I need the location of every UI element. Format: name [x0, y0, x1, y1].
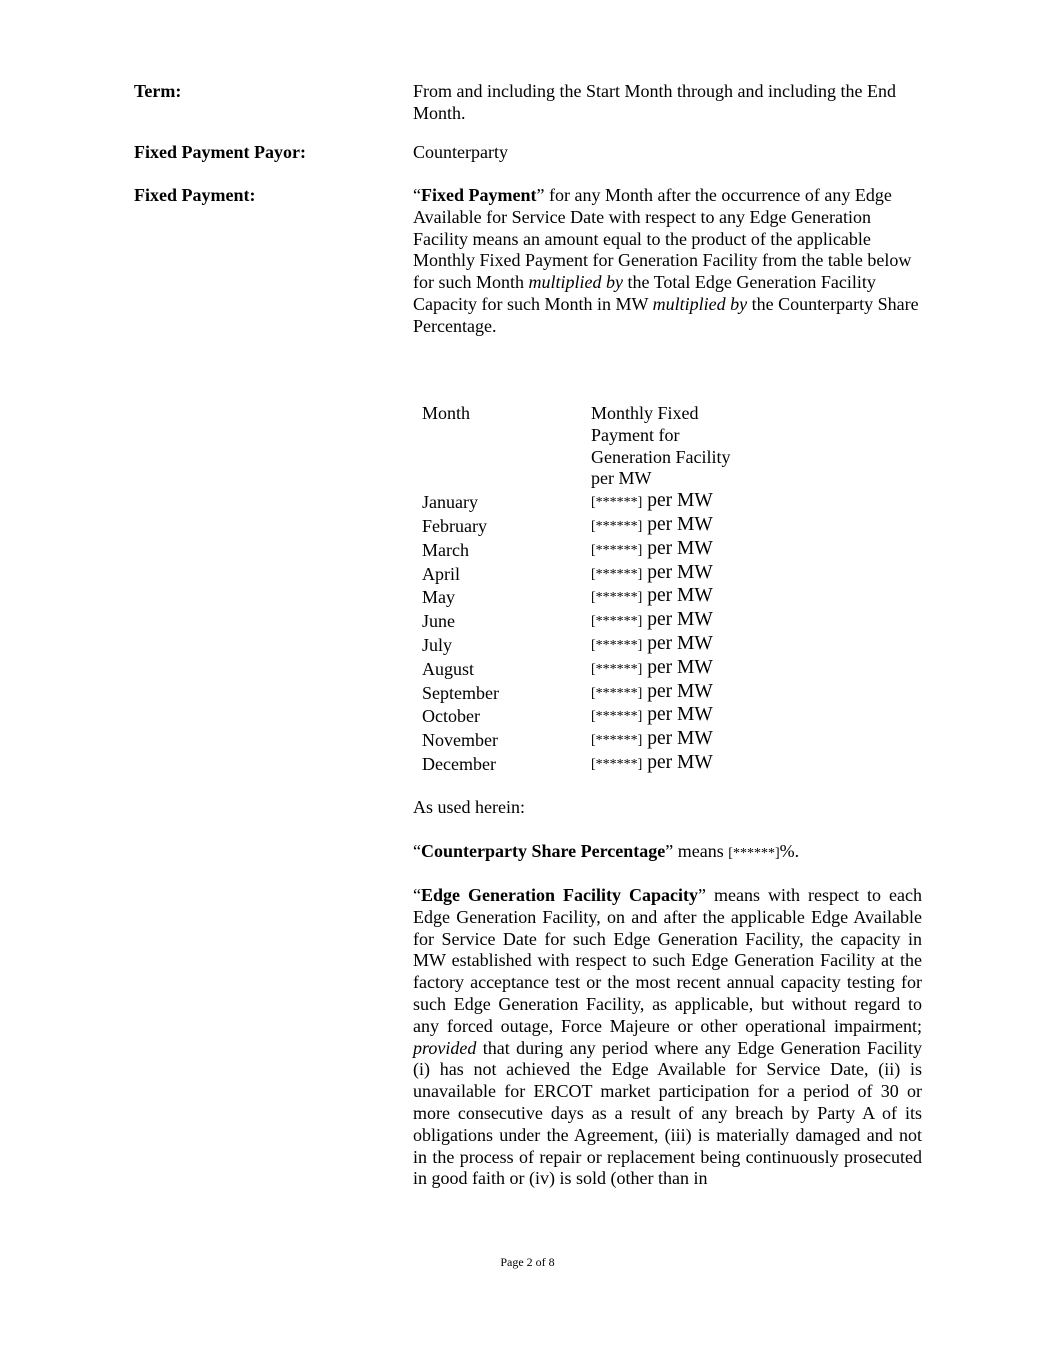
table-row: [422, 609, 751, 633]
table-row: [422, 538, 751, 562]
quote: “: [413, 841, 421, 861]
month-cell: December: [422, 753, 496, 774]
payment-cell: [591, 585, 713, 609]
redacted-value: [******]: [591, 495, 643, 511]
unit: per MW: [642, 704, 713, 726]
table-row: [422, 752, 751, 776]
redacted-value: [******]: [591, 637, 643, 653]
redacted-value: [******]: [591, 614, 643, 630]
month-cell: September: [422, 682, 499, 703]
header-month: Month: [422, 403, 471, 423]
quote: ”: [698, 885, 707, 905]
unit: per MW: [642, 490, 713, 512]
unit: per MW: [642, 561, 713, 583]
text: means with respect to each Edge Generation Facility, on and after the applicable Edge Available for Service Date for such Edge Generation Facility, the capacity in MW established with respect to such Edge Generation Facility at the factory acceptance test or the most recent annual capacity testing for such Edge Generation Facility, as applicable, but without regard to any forced outage, Force Majeure or other operational impairment;: [413, 885, 923, 1036]
italic-text: multiplied by: [652, 293, 748, 314]
csp-definition: [413, 841, 922, 865]
table-row: [422, 728, 751, 752]
unit: per MW: [642, 537, 713, 559]
payment-cell: [591, 538, 713, 562]
redacted-value: [******]: [591, 518, 643, 534]
as-used-herein: As used herein:: [413, 797, 525, 817]
payment-cell: [591, 562, 713, 586]
redacted-value: [******]: [728, 846, 780, 861]
table-row: [422, 657, 751, 681]
redacted-value: [******]: [591, 709, 643, 725]
payment-cell: [591, 728, 713, 752]
text: that during any period where any Edge Generation Facility (i) has not achieved the Edge Available for Service Date, (ii) is unavailable for ERCOT market participation for a period of 30 or more consecutive days as a result of any breach by Party A of its obligations under the Agreement, (iii) is materially damaged and not in the process of repair or replacement being continuously prosecuted in good faith or (iv) is sold (other than in: [413, 1037, 922, 1189]
payment-cell: [591, 681, 713, 705]
month-cell: August: [422, 658, 475, 679]
page-number: Page 2 of 8: [500, 1255, 555, 1269]
table-row: [422, 681, 751, 705]
redacted-value: [******]: [591, 756, 643, 772]
italic-text: provided: [413, 1037, 477, 1058]
text: the Total Edge Generation Facility Capacity for such Month in MW: [413, 272, 876, 314]
unit: per MW: [642, 656, 713, 678]
payment-cell: [591, 657, 713, 681]
table-row: [422, 514, 751, 538]
unit: per MW: [642, 513, 713, 535]
quote: “: [413, 885, 421, 905]
month-cell: October: [422, 706, 480, 727]
table-row: [422, 562, 751, 586]
quote: “: [413, 185, 421, 205]
payor-label: Fixed Payment Payor:: [134, 142, 306, 162]
table-row: [422, 490, 751, 514]
payment-cell: [591, 704, 713, 728]
term-value: From and including the Start Month through and including the End Month.: [413, 81, 896, 123]
fixed-payment-label: Fixed Payment:: [134, 185, 256, 205]
month-cell: January: [422, 492, 478, 513]
table-row: [422, 704, 751, 728]
egfc-definition: [413, 885, 922, 1190]
payment-cell: [591, 609, 713, 633]
unit: per MW: [642, 728, 713, 750]
italic-text: multiplied by: [528, 272, 623, 293]
monthly-payment-table: [422, 403, 751, 776]
text: %.: [779, 841, 800, 861]
redacted-value: [******]: [591, 590, 643, 606]
redacted-value: [******]: [591, 542, 643, 558]
month-cell: May: [422, 587, 455, 608]
redacted-value: [******]: [591, 566, 643, 582]
defined-term: Edge Generation Facility Capacity: [421, 885, 699, 905]
unit: per MW: [642, 751, 713, 773]
term-label: Term:: [134, 81, 182, 101]
redacted-value: [******]: [591, 733, 643, 749]
quote: ”: [665, 841, 674, 861]
table-header: [422, 403, 751, 490]
month-cell: April: [422, 563, 460, 584]
month-cell: March: [422, 539, 469, 560]
unit: per MW: [642, 680, 713, 702]
payment-cell: [591, 633, 713, 657]
header-payment: Monthly Fixed Payment for Generation Facility per MW: [591, 403, 731, 489]
unit: per MW: [642, 632, 713, 654]
payor-value: Counterparty: [413, 142, 508, 162]
defined-term: Counterparty Share Percentage: [421, 841, 666, 861]
month-cell: June: [422, 611, 455, 632]
payment-cell: [591, 752, 713, 776]
defined-term: Fixed Payment: [421, 185, 537, 205]
table-row: [422, 633, 751, 657]
table-row: [422, 585, 751, 609]
fixed-payment-definition: [413, 185, 922, 338]
month-cell: November: [422, 730, 498, 751]
payment-cell: [591, 514, 713, 538]
redacted-value: [******]: [591, 661, 643, 677]
text: the Counterparty Share Percentage.: [413, 293, 919, 336]
unit: per MW: [642, 585, 713, 607]
text: means: [673, 841, 729, 861]
quote: ”: [536, 185, 545, 205]
month-cell: July: [422, 634, 453, 655]
month-cell: February: [422, 515, 487, 536]
text: for any Month after the occurrence of any Edge Available for Service Date with respect to any Edge Generation Facility means an amount equal to the product of the applicable Monthly Fixed Payment for Generation Facility from the table below for such Month: [413, 185, 912, 293]
unit: per MW: [642, 609, 713, 631]
payment-cell: [591, 490, 713, 514]
redacted-value: [******]: [591, 685, 643, 701]
